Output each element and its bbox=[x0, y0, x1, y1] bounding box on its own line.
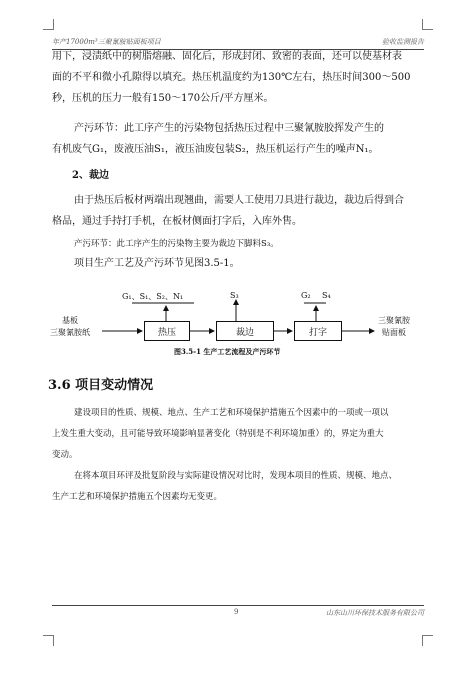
text-line: 面的不平和微小孔隙得以填充。热压机温度约为130℃左右，热压时间300～500 bbox=[52, 72, 411, 83]
text-line: 用下，浸渍纸中的树脂熔融、固化后，形成封闭、致密的表面，还可以使基材表 bbox=[52, 51, 402, 62]
crop-mark-bottom-right bbox=[422, 635, 433, 646]
section-3-6-paragraph-1 bbox=[52, 403, 424, 466]
crop-mark-top-right bbox=[422, 19, 433, 30]
input-label-board: 基板 bbox=[62, 316, 78, 325]
text-line: 格品，通过手持打手机，在板材侧面打字后，入库外售。 bbox=[52, 216, 302, 227]
trimming-pollution-text: 产污环节：此工序产生的污染物主要为裁边下脚料S₃。 bbox=[74, 239, 279, 249]
section-3-6-paragraph-2 bbox=[52, 466, 424, 508]
crop-mark-bottom-left bbox=[43, 635, 54, 646]
output-label-line1: 三聚氰胺 bbox=[378, 316, 410, 325]
figure-reference-text: 项目生产工艺及产污环节见图3.5-1。 bbox=[74, 258, 240, 269]
figure-caption: 图3.5-1 生产工艺流程及产污环节 bbox=[174, 347, 281, 356]
text-line: 在将本项目环评及批复阶段与实际建设情况对比时，发现本项目的性质、规模、地点、 bbox=[74, 471, 398, 481]
trimming-paragraph bbox=[52, 190, 424, 232]
text-line: 建设项目的性质、规模、地点、生产工艺和环境保护措施五个因素中的一项或一项以 bbox=[74, 408, 389, 418]
text-line: 有机废气G₁，废液压油S₁，液压油废包装S₂，热压机运行产生的噪声N₁。 bbox=[52, 144, 379, 155]
text-line: 生产工艺和环境保护措施五个因素均无变更。 bbox=[52, 492, 223, 502]
text-line: 产污环节：此工序产生的污染物包括热压过程中三聚氰胺胶挥发产生的 bbox=[74, 123, 384, 134]
section-3-6-title: 3.6 项目变动情况 bbox=[48, 378, 154, 393]
text-line: 变动。 bbox=[52, 450, 78, 460]
pollutants-trimming: S₃ bbox=[230, 291, 239, 300]
pollutants-hotpress: G₁、S₁、S₂、N₁ bbox=[122, 292, 184, 301]
header-report-type: 验收监测报告 bbox=[382, 38, 424, 46]
subsection-title: 2、裁边 bbox=[72, 170, 109, 181]
crop-mark-top-left bbox=[43, 19, 54, 30]
pollutants-printing-solid: S₄ bbox=[322, 291, 331, 300]
output-label-line2: 贴面板 bbox=[382, 328, 406, 337]
text-line: 秒，压机的压力一般有150～170公斤/平方厘米。 bbox=[52, 93, 274, 104]
box-printing: 打字 bbox=[294, 321, 342, 341]
process-flow-diagram bbox=[44, 285, 434, 363]
hotpress-paragraph bbox=[52, 46, 424, 109]
text-line: 上发生重大变动，且可能导致环境影响显著变化（特别是不利环境加重）的，界定为重大 bbox=[52, 429, 384, 439]
header-project-title: 年产17000m³三聚氰胺贴面板项目 bbox=[52, 38, 161, 46]
hotpress-pollution-paragraph bbox=[52, 118, 424, 160]
box-trimming: 裁边 bbox=[216, 321, 274, 341]
box-hotpress: 热压 bbox=[144, 321, 190, 341]
page-footer bbox=[52, 605, 424, 620]
input-label-paper: 三聚氰胺纸 bbox=[50, 328, 90, 337]
text-line: 由于热压后板材两端出现翘曲，需要人工使用刀具进行裁边，裁边后得到合 bbox=[74, 195, 404, 206]
page-number: 9 bbox=[234, 608, 239, 616]
pollutants-printing-gas: G₂ bbox=[301, 291, 311, 300]
footer-company: 山东山川环保技术服务有限公司 bbox=[326, 609, 424, 617]
